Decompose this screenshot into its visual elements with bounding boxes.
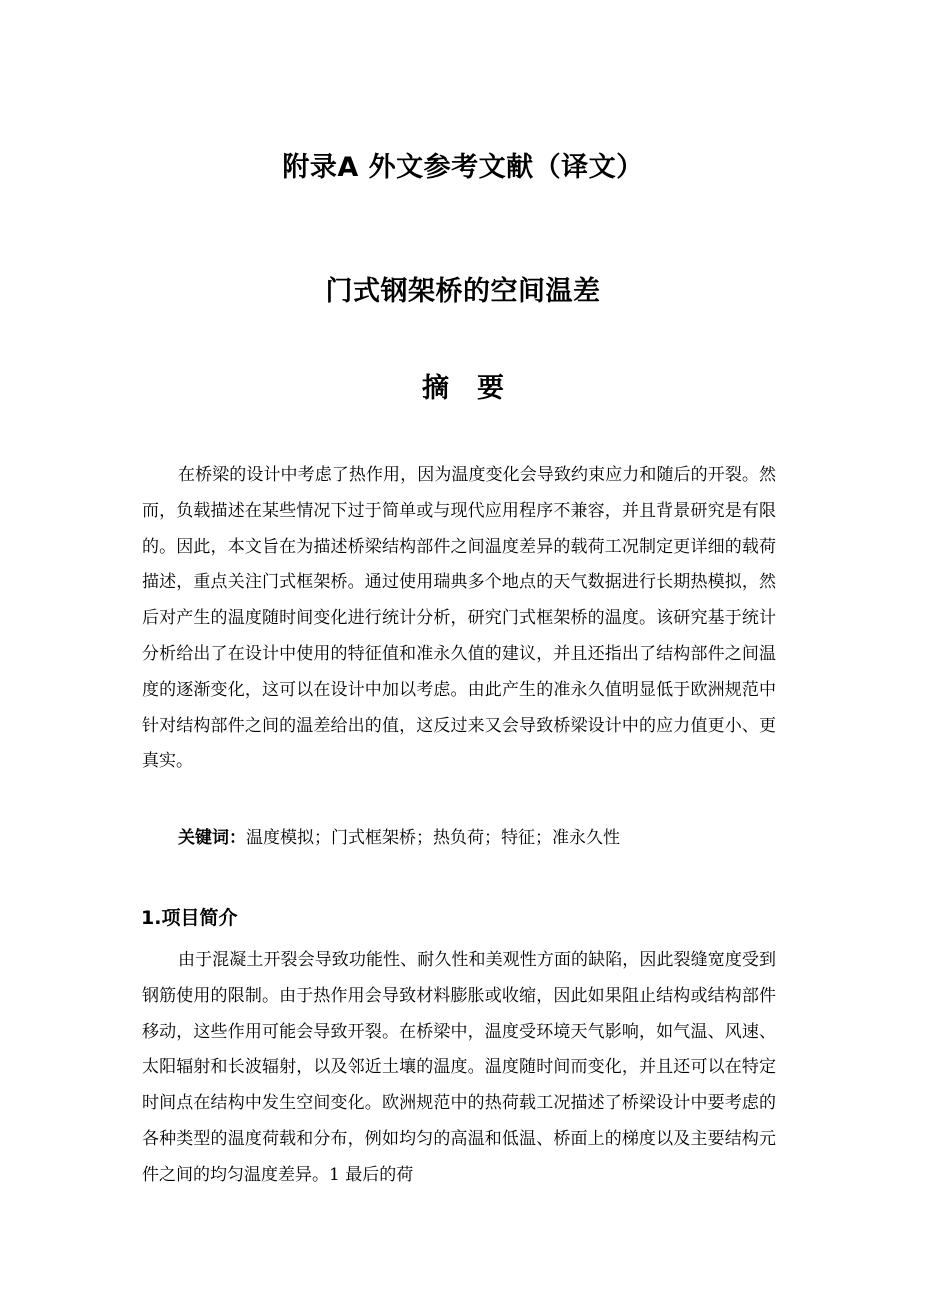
keywords-label: 关键词： xyxy=(178,828,246,848)
abstract-heading xyxy=(0,366,926,405)
section-1-heading: 1.项目简介 xyxy=(141,907,238,929)
keywords-text: 温度模拟；门式框架桥；热负荷；特征；准永久性 xyxy=(246,828,620,848)
abstract-heading-text: 摘要 xyxy=(422,373,532,404)
keywords-line xyxy=(178,823,620,848)
abstract-paragraph: 在桥梁的设计中考虑了热作用，因为温度变化会导致约束应力和随后的开裂。然而，负载描述在某些情况下过于简单或与现代应用程序不兼容，并且背景研究是有限的。因此，本文旨在为描述桥梁结构部件之间温度差异的载荷工况制定更详细的载荷描述，重点关注门式框架桥。通过使用瑞典多个地点的天气数据进行长期热模拟，然后对产生的温度随时间变化进行统计分析，研究门式框架桥的温度。该研究基于统计分析给出了在设计中使用的特征值和准永久值的建议，并且还指出了结构部件之间温度的逐渐变化，这可以在设计中加以考虑。由此产生的准永久值明显低于欧洲规范中针对结构部件之间的温差给出的值，这反过来又会导致桥梁设计中的应力值更小、更真实。 xyxy=(142,465,776,772)
appendix-title: 附录A 外文参考文献（译文） xyxy=(282,152,644,183)
section-1-paragraph: 由于混凝土开裂会导致功能性、耐久性和美观性方面的缺陷，因此裂缝宽度受到钢筋使用的限制。由于热作用会导致材料膨胀或收缩，因此如果阻止结构或结构部件移动，这些作用可能会导致开裂。在桥梁中，温度受环境天气影响，如气温、风速、太阳辐射和长波辐射，以及邻近土壤的温度。温度随时间而变化，并且还可以在特定时间点在结构中发生空间变化。欧洲规范中的热荷载工况描述了桥梁设计中要考虑的各种类型的温度荷载和分布，例如均匀的高温和低温、桥面上的梯度以及主要结构元件之间的均匀温度差异。1 最后的荷 xyxy=(142,950,776,1185)
paper-title: 门式钢架桥的空间温差 xyxy=(325,276,601,307)
